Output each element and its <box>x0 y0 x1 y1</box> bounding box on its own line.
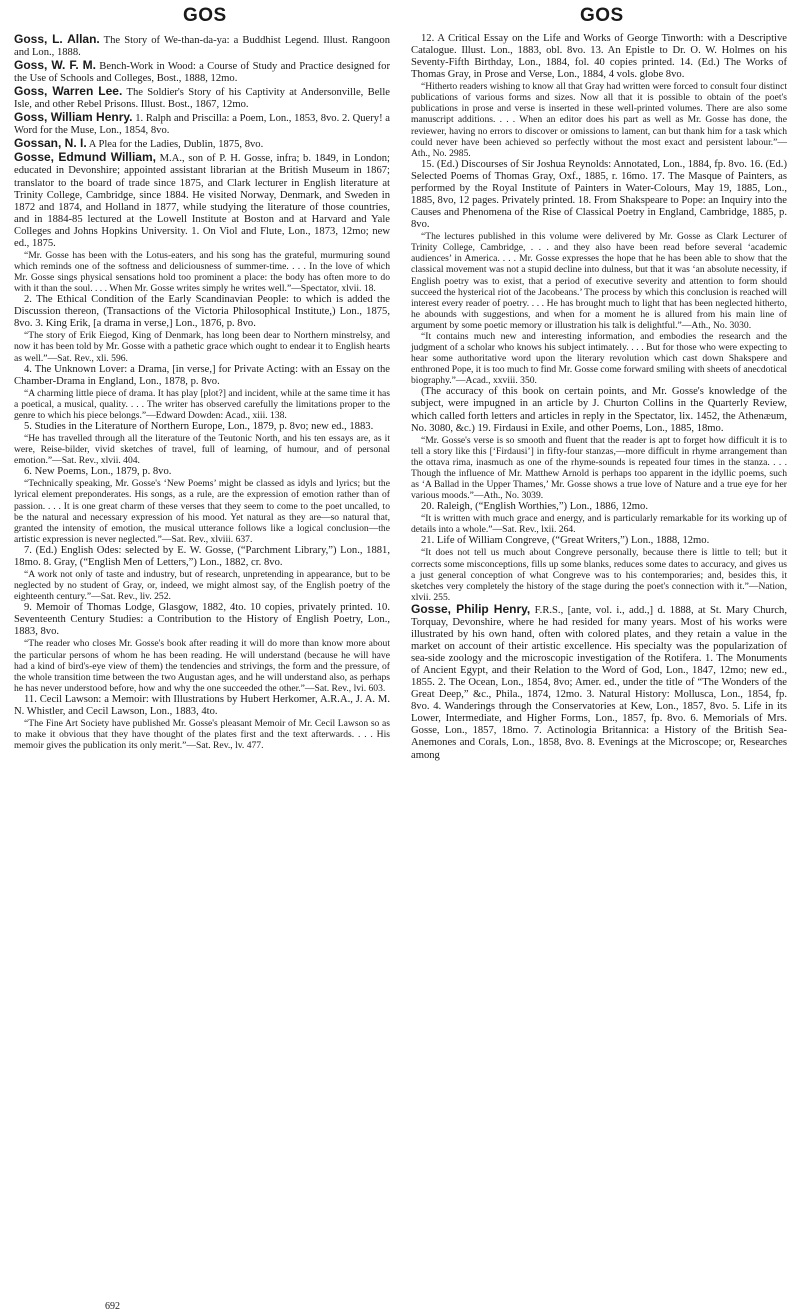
works-list: 12. A Critical Essay on the Life and Works of George Tinworth: with a Descriptive Catalogue. Illust. Lon., 1883, obl. 8vo. 13. An Epistle to Dr. O. W. Holmes on his Seventy-Fifth Birthday, Lon., 1884, fol. 40 copies printed. 14. (Ed.) The Works of Thomas Gray, in Prose and Verse, Lon., 1884, 4 vols. globe 8vo. <box>411 33 787 81</box>
review-quote: “Hitherto readers wishing to know all that Gray had written were forced to consult four distinct publications of various forms and sizes. Now all that it is possible to obtain of the poet's publications in prose and verse is inserted in these well-printed volumes. There are also some manuscript additions. . . . When an editor does his part as well as Mr. Gosse has done, the reviewer, having no errors to discover or omissions to lament, can but thank him for a task which could never have been achieved so perfectly without the most exact and persistent labour.”—Ath., No. 2985. <box>411 81 787 159</box>
review-quote: “It contains much new and interesting information, and embodies the research and the judgment of a scholar who knows his subject intimately. . . . But for those who were expecting to hear some authoritative word upon the literary revolution which cast down Shakspere and enthroned Pope, it is too much to find Mr. Gosse come forward smiling with sheets of anecdotical biography.”—Acad., xxviii. 350. <box>411 330 787 387</box>
page-number: 692 <box>105 1301 120 1312</box>
works-list: 11. Cecil Lawson: a Memoir: with Illustrations by Hubert Herkomer, A.R.A., J. A. M. N. Whistler, and Cecil Lawson, Lon., 1883, 4to. <box>14 693 390 717</box>
entry-name: Goss, William Henry. <box>14 110 133 125</box>
entry-name: Gosse, Philip Henry, <box>411 601 531 616</box>
works-list: 15. (Ed.) Discourses of Sir Joshua Reynolds: Annotated, Lon., 1884, fp. 8vo. 16. (Ed.) Selected Poems of Thomas Gray, Oxf., 1885, r. 16mo. 17. The Masque of Painters, as performed by the Royal Institute of Painters in Water-Colours, May 19, 1885, Lon., 1885, 8vo, 12 pages. Privately printed. 18. From Shakspeare to Pope: an Inquiry into the Causes and Phenomena of the Rise of Classical Poetry in England, Cambridge, 1885, p. 8vo. <box>411 158 787 231</box>
entry-name: Goss, W. F. M. <box>14 58 96 73</box>
biographical-entry <box>14 59 390 85</box>
left-column <box>14 33 390 751</box>
review-quote: “The story of Erik Eiegod, King of Denmark, has long been dear to Northern minstrelsy, and now it has been told by Mr. Gosse with a pathetic grace which ought to endear it to English hearts as well.”—Sat. Rev., xli. 596. <box>14 330 390 364</box>
works-list: 6. New Poems, Lon., 1879, p. 8vo. <box>24 466 172 478</box>
review-quote: “The lectures published in this volume were delivered by Mr. Gosse as Clark Lecturer of Trinity College, Cambridge, . . . and they also have been read before several ‘academic audiences’ in America. . . . Mr. Gosse expresses the hope that he has been able to show that the classical movement was not a stupid decline into dulness, but that it was ‘an absolute necessity, if English poetry was to exist, that a period of executive severity and attention to form should succeed the hysterical riot of the Jacobeans.’ The process by which this conclusion is reached will interest every reader of poetry. . . . He has brought much to light that has been neglected hitherto, he abounds with suggestions, and when for a moment he is allured from his main line of argument by some poetic memory or illustration his talk is delightful.”—Ath., No. 3030. <box>411 231 787 331</box>
entry-text: The Soldier's Story of his Captivity at Andersonville, Belle Isle, and other Rebel Prisons. Illust. Bost., 1867, 12mo. <box>14 87 390 111</box>
review-quote: “A work not only of taste and industry, but of research, unpretending in appearance, but to be neglected by no student of Gray, or, indeed, we might almost say, of the English poetry of the eighteenth century.”—Sat. Rev., liv. 252. <box>14 569 390 603</box>
works-list: (The accuracy of this book on certain points, and Mr. Gosse's knowledge of the subject, were impugned in an article by J. Churton Collins in the Quarterly Review, which called forth letters and articles in reply in the Spectator, lix. 1452, the Athenæum, No. 3080, &c.) 19. Firdausi in Exile, and other Poems, Lon., 1885, 18mo. <box>411 386 787 434</box>
review-quote: “Mr. Gosse's verse is so smooth and fluent that the reader is apt to forget how difficult it is to tell a story like this [‘Firdausi’] in fifty-four stanzas,—more difficult in rhyme arrangement than the ottava rima, inasmuch as one of the rhyme-sounds is repeated four times in the stanza. . . . Though the influence of Mr. Matthew Arnold is perhaps too apparent in the idyllic poems, such as ‘A Ballad in the Upper Thames,’ Mr. Gosse shows a true love of Nature and a true eye for her various moods.”—Ath., No. 3039. <box>411 434 787 502</box>
works-list: 7. (Ed.) English Odes: selected by E. W. Gosse, (“Parchment Library,”) Lon., 1881, 18mo. 8. Gray, (“English Men of Letters,”) Lon., 1882, cr. 8vo. <box>14 544 390 568</box>
entry-text: Bench-Work in Wood: a Course of Study and Practice designed for the Use of Schools and Colleges, Bost., 1888, 12mo. <box>14 61 390 85</box>
entry-name: Goss, Warren Lee. <box>14 84 123 99</box>
entry-text: 1. Ralph and Priscilla: a Poem, Lon., 1853, 8vo. 2. Query! a Word for the Muse, Lon., 1854, 8vo. <box>14 113 390 137</box>
review-quote: “The Fine Art Society have published Mr. Gosse's pleasant Memoir of Mr. Cecil Lawson so as to make it obvious that they have thought of the plates first and the text afterwards. . . . His memoir gives the publication its only merit.”—Sat. Rev., lv. 477. <box>14 717 390 752</box>
biographical-entry <box>14 85 390 111</box>
works-list: 5. Studies in the Literature of Northern Europe, Lon., 1879, p. 8vo; new ed., 1883. <box>24 420 374 432</box>
biographical-entry <box>14 111 390 137</box>
entry-text: The Story of We-than-da-ya: a Buddhist Legend. Illust. Rangoon and Lon., 1888. <box>14 35 390 59</box>
works-list: 21. Life of William Congreve, (“Great Writers,”) Lon., 1888, 12mo. <box>421 535 710 547</box>
review-quote: “He has travelled through all the literature of the Teutonic North, and his ten essays are, as it were, Reise-bilder, vivid sketches of travel, full of learning, of humour, and of personal emotion.”—Sat. Rev., xlvii. 404. <box>14 433 390 467</box>
entry-text: A Plea for the Ladies, Dublin, 1875, 8vo. <box>86 139 264 151</box>
review-quote: “Mr. Gosse has been with the Lotus-eaters, and his song has the grateful, murmuring sound which reminds one of the softness and deliciousness of summer-time. . . . In the love of which Mr. Gosse sings physical sensations hold too prominent a place: the body has often more to do with it than the soul. . . . When Mr. Gosse writes simply he writes well.”—Spectator, xlvii. 18. <box>14 249 390 295</box>
entry-name: Gosse, Edmund William, <box>14 150 156 165</box>
review-quote: “It does not tell us much about Congreve personally, because there is little to tell; but it corrects some misconceptions, fills up some blanks, reduces some dates to accuracy, and gives us a just general conception of what Congreve was to his contemporaries; and, besides this, it sketches very completely the history of the stage during the poet's connection with it.”—Nation, xlvii. 255. <box>411 547 787 603</box>
entry-text: F.R.S., [ante, vol. i., add.,] d. 1888, at St. Mary Church, Torquay, Devonshire, where he had resided for many years. Most of his works were illustrated by his own hand, often with colored plates, and they retain a value in the market on account of their artistic excellence. His specialty was the popularization of sea-side zoology and the microscopic investigation of the Rotifera. 1. The Monuments of Ancient Egypt, and their Relation to the Word of God, Lon., 1847, 12mo; new ed., 1855. 2. The Ocean, Lon., 1854, 8vo; Amer. ed., under the title of “The Wonders of the Great Deep,” &c., Phila., 1874, 12mo. 3. Natural History: Mollusca, Lon., 1854, fp. 8vo. 4. Wanderings through the Conservatories at Kew, Lon., 1857, 8vo. 5. Life in its Lower, Intermediate, and Higher Forms, Lon., 1857, fp. 8vo. 6. Memorials of Mrs. Gosse, Lon., 1857, 18mo. 7. Actinologia Britannica: a History of the British Sea-Anemones and Corals, Lon., 1858, 8vo. 8. Evenings at the Microscope; or, Researches among <box>411 604 787 761</box>
biographical-entry <box>14 33 390 59</box>
entry-name: Goss, L. Allan. <box>14 32 100 46</box>
works-list: 4. The Unknown Lover: a Drama, [in verse,] for Private Acting: with an Essay on the Chamber-Drama in England, Lon., 1878, p. 8vo. <box>14 363 390 387</box>
review-quote: “A charming little piece of drama. It has play [plot?] and incident, while at the same time it has a poetical, a musical, quality. . . . The writer has observed carefully the limitations proper to the genre to which his piece belongs.”—Edward Dowden: Acad., xiii. 138. <box>14 387 390 421</box>
right-column <box>411 33 787 762</box>
biographical-entry <box>411 603 787 762</box>
review-quote: “It is written with much grace and energy, and is particularly remarkable for its working up of details into a whole.”—Sat. Rev., lxii. 264. <box>411 513 787 536</box>
review-quote: “The reader who closes Mr. Gosse's book after reading it will do more than know more about the particular persons of whom he has been reading. He will understand (because he will have had a kind of bird's-eye view of them) the tendencies and strivings, the form and the pressure, of the whole transition time between the two Augustan ages, and he will understand also, as perhaps he has never understood before, how and why the one succeeded the other.”—Sat. Rev., lvi. 603. <box>14 638 390 694</box>
entry-name: Gossan, N. I. <box>14 136 87 151</box>
biographical-entry <box>14 151 390 249</box>
works-list: 20. Raleigh, (“English Worthies,”) Lon., 1886, 12mo. <box>421 501 648 513</box>
header-left-guide-word: GOS <box>183 5 227 26</box>
biographical-entry <box>14 137 390 151</box>
entry-text: M.A., son of P. H. Gosse, infra; b. 1849, in London; educated in Devonshire; appointed assistant librarian at the British Museum in 1867; translator to the board of trade since 1875, and Clark lecturer in English literature at Trinity College, Cambridge, since 1884. He visited Norway, Denmark, and Sweden in 1872 and 1874, and Holland in 1877, while studying the literature of those countries, and in 1884-85 lectured at the Lowell Institute at Boston and at Harvard and Yale Colleges and Johns Hopkins University. 1. On Viol and Flute, Lon., 1873, 12mo; new ed., 1875. <box>14 153 390 249</box>
works-list: 9. Memoir of Thomas Lodge, Glasgow, 1882, 4to. 10 copies, privately printed. 10. Seventeenth Century Studies: a Contribution to the History of English Poetry, Lon., 1883, 8vo. <box>14 602 390 638</box>
works-list: 2. The Ethical Condition of the Early Scandinavian People: to which is added the Discussion thereon, (Transactions of the Victoria Philosophical Institute,) Lon., 1875, 8vo. 3. King Erik, [a drama in verse,] Lon., 1876, p. 8vo. <box>14 294 390 330</box>
review-quote: “Technically speaking, Mr. Gosse's ‘New Poems’ might be classed as idyls and lyrics; but the lyrical element preponderates. His songs, as a rule, are the expression of emotion rather than of passion. . . . It is one great charm of these verses that they seem to come to the poet uncalled, to be the natural and necessary expression of his mood. Yet natural as they are—so natural that, granted the intensity of emotion, the musical utterance follows like a logical conclusion—the artistic expression is never neglected.”—Sat. Rev., xlviii. 637. <box>14 478 390 545</box>
header-right-guide-word: GOS <box>580 5 624 26</box>
running-header <box>0 5 800 27</box>
